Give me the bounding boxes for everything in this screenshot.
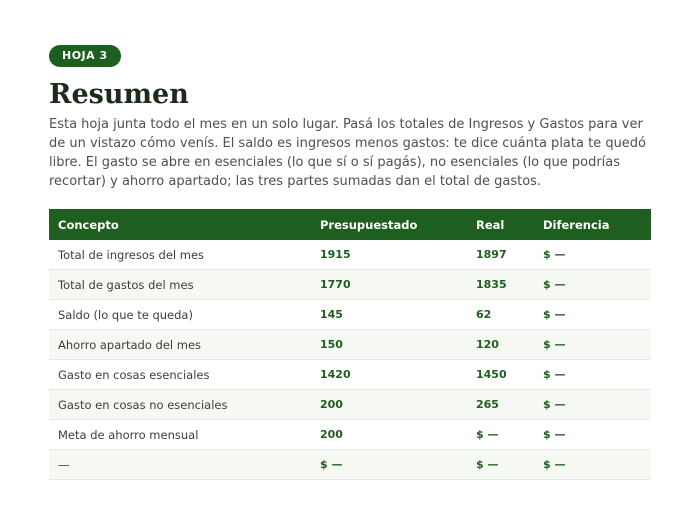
summary-table-header xyxy=(49,209,651,240)
row-actual: 1835 xyxy=(467,270,534,300)
row-concept: Gasto en cosas no esenciales xyxy=(49,390,311,420)
row-concept: Gasto en cosas esenciales xyxy=(49,360,311,390)
row-budgeted: 1915 xyxy=(311,240,467,270)
row-actual: 62 xyxy=(467,300,534,330)
row-actual: 120 xyxy=(467,330,534,360)
intro-paragraph: Esta hoja junta todo el mes en un solo lugar. Pasá los totales de Ingresos y Gastos para ver de un vistazo cómo venís. El saldo es ingresos menos gastos: te dice cuánta plata te quedó libre. El gasto se abre en esenciales (lo que sí o sí pagás), no esenciales (lo que podrías recortar) y ahorro apartado; las tres partes sumadas dan el total de gastos. xyxy=(49,117,647,189)
row-budgeted: $ — xyxy=(311,450,467,480)
table-row xyxy=(49,270,651,300)
row-concept: Ahorro apartado del mes xyxy=(49,330,311,360)
row-difference: $ — xyxy=(534,450,651,480)
header-row xyxy=(49,209,651,240)
row-actual: 265 xyxy=(467,390,534,420)
row-concept: Saldo (lo que te queda) xyxy=(49,300,311,330)
header-presupuestado: Presupuestado xyxy=(311,209,467,240)
row-budgeted: 145 xyxy=(311,300,467,330)
table-row xyxy=(49,360,651,390)
table-row xyxy=(49,450,651,480)
header-real: Real xyxy=(467,209,534,240)
row-actual: 1897 xyxy=(467,240,534,270)
row-difference: $ — xyxy=(534,330,651,360)
summary-table-body xyxy=(49,240,651,480)
row-difference: $ — xyxy=(534,390,651,420)
row-actual: $ — xyxy=(467,450,534,480)
row-concept: Total de ingresos del mes xyxy=(49,240,311,270)
row-budgeted: 1770 xyxy=(311,270,467,300)
row-concept: Total de gastos del mes xyxy=(49,270,311,300)
header-diferencia: Diferencia xyxy=(534,209,651,240)
sheet-badge: HOJA 3 xyxy=(49,45,121,67)
row-actual: $ — xyxy=(467,420,534,450)
table-row xyxy=(49,390,651,420)
row-budgeted: 150 xyxy=(311,330,467,360)
row-difference: $ — xyxy=(534,300,651,330)
row-difference: $ — xyxy=(534,270,651,300)
summary-table xyxy=(49,209,651,480)
table-row xyxy=(49,420,651,450)
row-difference: $ — xyxy=(534,240,651,270)
row-budgeted: 200 xyxy=(311,390,467,420)
table-row xyxy=(49,240,651,270)
row-actual: 1450 xyxy=(467,360,534,390)
summary-sheet xyxy=(49,44,651,480)
header-concepto: Concepto xyxy=(49,209,311,240)
row-difference: $ — xyxy=(534,360,651,390)
row-concept: — xyxy=(49,450,311,480)
table-row xyxy=(49,330,651,360)
row-difference: $ — xyxy=(534,420,651,450)
row-budgeted: 200 xyxy=(311,420,467,450)
page-title: Resumen xyxy=(49,79,189,110)
table-row xyxy=(49,300,651,330)
row-concept: Meta de ahorro mensual xyxy=(49,420,311,450)
row-budgeted: 1420 xyxy=(311,360,467,390)
